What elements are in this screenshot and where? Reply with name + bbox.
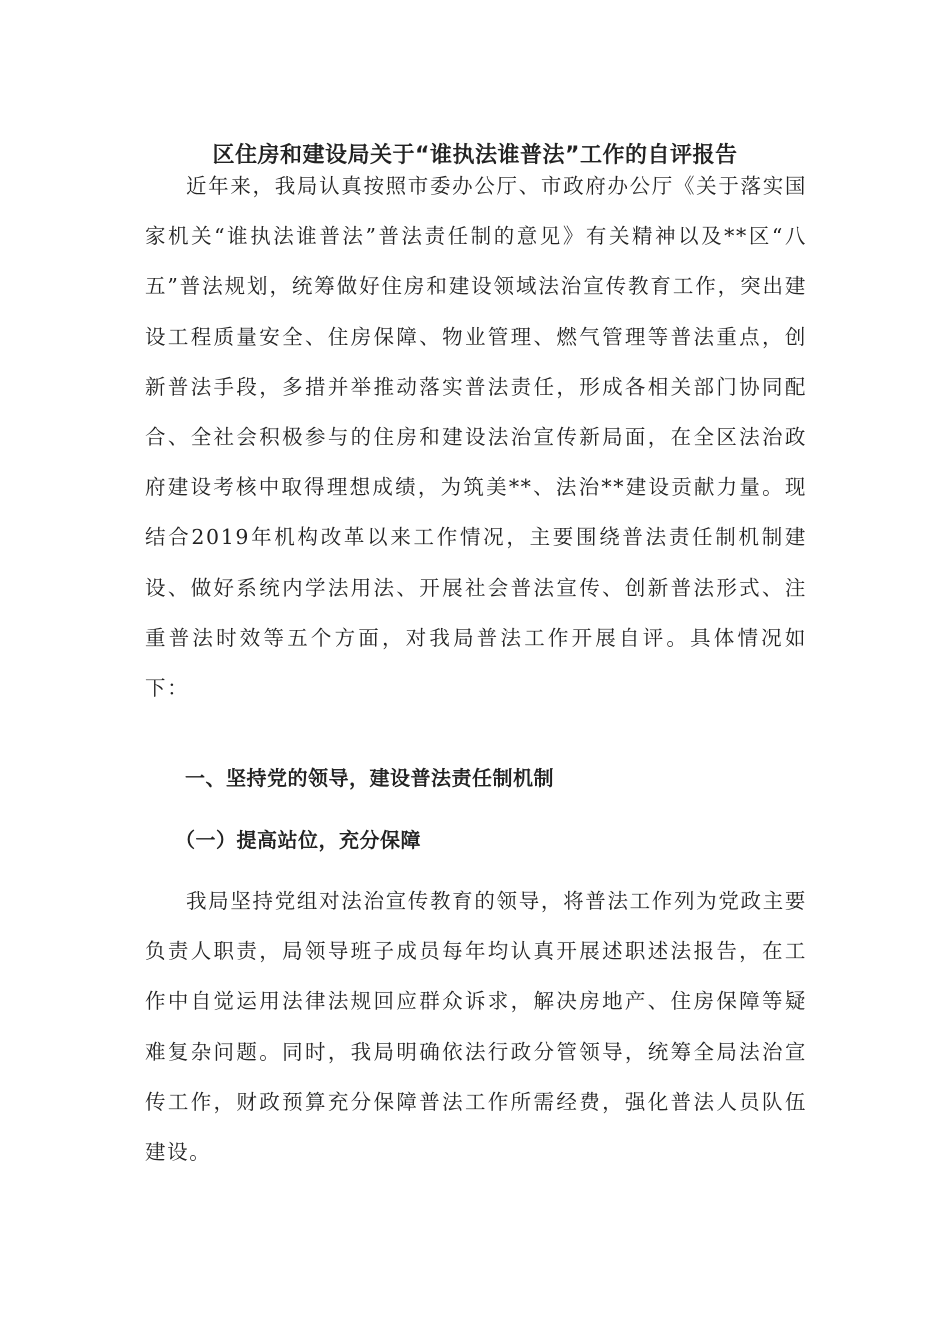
- subsection-heading: （一）提高站位，充分保障: [175, 828, 421, 852]
- intro-paragraph: 近年来，我局认真按照市委办公厅、市政府办公厅《关于落实国家机关“谁执法谁普法”普法责任制的意见》有关精神以及**区“八五”普法规划，统筹做好住房和建设领域法治宣传教育工作，突出建设工程质量安全、住房保障、物业管理、燃气管理等普法重点，创新普法手段，多措并举推动落实普法责任，形成各相关部门协同配合、全社会积极参与的住房和建设法治宣传新局面，在全区法治政府建设考核中取得理想成绩，为筑美**、法治**建设贡献力量。现结合2019年机构改革以来工作情况，主要围绕普法责任制机制建设、做好系统内学法用法、开展社会普法宣传、创新普法形式、注重普法时效等五个方面，对我局普法工作开展自评。具体情况如下：: [145, 174, 807, 701]
- subsection-paragraph: 我局坚持党组对法治宣传教育的领导，将普法工作列为党政主要负责人职责，局领导班子成员每年均认真开展述职述法报告，在工作中自觉运用法律法规回应群众诉求，解决房地产、住房保障等疑难复杂问题。同时，我局明确依法行政分管领导，统筹全局法治宣传工作，财政预算充分保障普法工作所需经费，强化普法人员队伍建设。: [145, 889, 807, 1165]
- document-title: 区住房和建设局关于“谁执法谁普法”工作的自评报告: [212, 143, 738, 168]
- section-heading: 一、坚持党的领导，建设普法责任制机制: [185, 766, 554, 790]
